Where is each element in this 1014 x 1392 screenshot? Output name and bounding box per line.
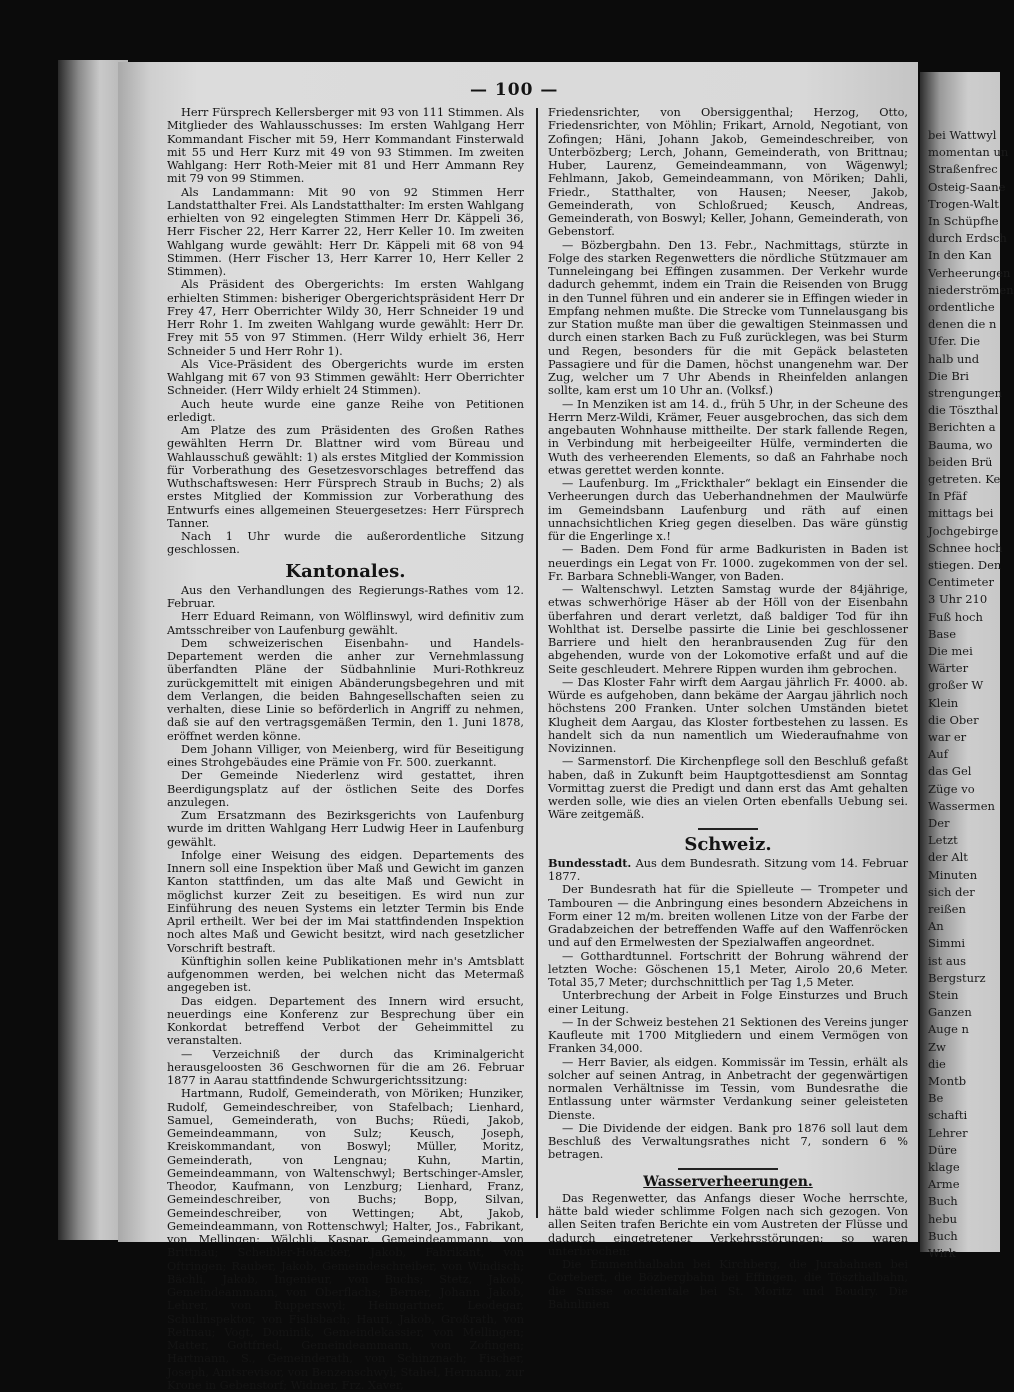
adjacent-page-fragment: In Pfäf bbox=[928, 489, 967, 504]
adjacent-page-fragment: 3 Uhr 210 bbox=[928, 592, 988, 607]
adjacent-page-fragment: In den Kan bbox=[928, 248, 992, 263]
paragraph: Der Bundesrath hat für die Spielleute — Trompeter und Tambouren — die Anbringung eines besondern Abzeichens in Form einer 12 m/m. breiten wollenen Litze von der Farbe der Gradabzeichen der betreffenden Waffe auf den Waffenröcken und auf den Ermelwesten der Spezialwaffen angeordnet. bbox=[548, 883, 908, 950]
adjacent-page-fragment: war er bbox=[928, 730, 967, 744]
adjacent-page-fragment: Buch bbox=[928, 1194, 958, 1209]
adjacent-page-fragment: Ufer. Die bbox=[928, 334, 981, 349]
adjacent-page-fragment: klage bbox=[928, 1160, 960, 1174]
adjacent-page-fragment: durch Erdsch bbox=[928, 231, 1007, 246]
adjacent-page-fragment: Trogen-Walt bbox=[928, 196, 999, 211]
adjacent-page-fragment: Lehrer bbox=[928, 1125, 968, 1140]
kantonales-intro: Aus den Verhandlungen des Regierungs-Rathes vom 12. Februar. bbox=[167, 583, 524, 610]
federal-news bbox=[548, 883, 908, 1161]
section-divider bbox=[678, 1168, 778, 1170]
news-item: — Sarmenstorf. Die Kirchenpflege soll den Beschluß gefaßt haben, daß in Zukunft beim Hauptgottesdienst am Sonntag Vormittag zuerst die Predigt und dann erst das Amt gehalten werden solle, wie dies an vielen Orten ebenfalls Uebung sei. Wäre zeitgemäß. bbox=[548, 755, 908, 822]
adjacent-page-fragment: bei Wattwyl bbox=[928, 128, 997, 142]
adjacent-page-fragment: Die mei bbox=[928, 644, 973, 658]
paragraph: Nach 1 Uhr wurde die außerordentliche Sitzung geschlossen. bbox=[167, 530, 524, 557]
adjacent-page-fragment: hebu bbox=[928, 1211, 957, 1226]
adjacent-page-fragment: Zw bbox=[928, 1039, 946, 1054]
juror-list-continuation: Friedensrichter, von Obersiggenthal; Herzog, Otto, Friedensrichter, von Möhlin; Frikart, Arnold, Negotiant, von Zofingen; Häni, Johann Jakob, Gemeindeschreiber, von Unterbözberg; Lerch, Johann, Gemeinderath, von Brittnau; Huber, Laurenz, Gemeindeammann, von Wägenwyl; Fehlmann, Jakob, Gemeindeammann, von Möriken; Dahli, Friedr., Statthalter, von Hausen; Neeser, Jakob, Gemeinderath, von Schloßrued; Keusch, Andreas, Gemeinderath, von Boswyl; Keller, Johann, Gemeinderath, von Gebenstorf. bbox=[548, 106, 908, 239]
kantonales-body bbox=[167, 610, 524, 1392]
adjacent-page-fragment: Auf bbox=[928, 747, 948, 762]
adjacent-page-fragment: Straßenfrec bbox=[928, 162, 998, 177]
section-heading-schweiz: Schweiz. bbox=[684, 833, 772, 855]
adjacent-page-fragment: Der bbox=[928, 816, 950, 830]
adjacent-page-fragment: denen die n bbox=[928, 317, 997, 332]
adjacent-page-fragment: Düre bbox=[928, 1142, 957, 1157]
paragraph: — Verzeichniß der durch das Kriminalgericht herausgeloosten 36 Geschwornen für die am 26. Februar 1877 in Aarau stattfindende Schwurgerichtssitzung: bbox=[167, 1047, 524, 1087]
adjacent-page-fragment: sich der bbox=[928, 884, 975, 899]
adjacent-page-fragment: Wärter bbox=[928, 661, 969, 676]
paragraph: Dem Johann Villiger, von Meienberg, wird für Beseitigung eines Strohgebäudes eine Prämie von Fr. 500. zuerkannt. bbox=[167, 742, 524, 769]
adjacent-page-fragment: Züge vo bbox=[928, 781, 975, 796]
adjacent-page-fragment: Montb bbox=[928, 1074, 967, 1088]
column-rule bbox=[536, 108, 538, 1218]
adjacent-page-fragment: der Alt bbox=[928, 850, 968, 865]
right-column bbox=[548, 106, 908, 1311]
news-item: — Das Kloster Fahr wirft dem Aargau jährlich Fr. 4000. ab. Würde es aufgehoben, dann bekäme der Aargau jährlich noch höchstens 200 Franken. Unter solchen Umständen bietet Klugheit dem Aargau, das Kloster fortbestehen zu lassen. Es handelt sich da nun namentlich um Wiederaufnahme von Novizinnen. bbox=[548, 675, 908, 755]
adjacent-page-fragment: Wassermen bbox=[928, 798, 995, 813]
adjacent-page-fragment: Auge n bbox=[928, 1022, 969, 1037]
paragraph: — Gotthardtunnel. Fortschritt der Bohrung während der letzten Woche: Göschenen 15,1 Meter, Airolo 20,6 Meter. Total 35,7 Meter; durchschnittlich per Tag 1,5 Meter. bbox=[548, 949, 908, 989]
adjacent-page-fragment: beiden Brü bbox=[928, 454, 993, 469]
paragraph: Das eidgen. Departement des Innern wird ersucht, neuerdings eine Konferenz zur Besprechung über ein Konkordat betreffend Verbot der Geheimmittel zu veranstalten. bbox=[167, 994, 524, 1048]
paragraph: Als Landammann: Mit 90 von 92 Stimmen Herr Landstatthalter Frei. Als Landstatthalter: Im ersten Wahlgang erhielten von 92 eingelegten Stimmen Herr Dr. Käppeli 36, Herr Fischer 22, Herr Karrer 22, Herr Keller 10. Im zweiten Wahlgang wurde gewählt: Herr Dr. Käppeli mit 68 von 94 Stimmen. (Herr Fischer 13, Herr Karrer 10, Herr Keller 2 Stimmen). bbox=[167, 185, 524, 278]
adjacent-page-fragment: ist aus bbox=[928, 953, 967, 968]
page-number: — 100 — bbox=[470, 80, 559, 100]
news-item: — Laufenburg. Im „Frickthaler“ beklagt ein Einsender die Verheerungen durch das Ueberhandnehmen der Maulwürfe im Gemeindsbann Laufenburg und räth auf einen unnachsichtlichen Krieg gegen dieselben. Das wäre günstig für die Engerlinge x.! bbox=[548, 477, 908, 543]
adjacent-page-fragment: Berichten a bbox=[928, 420, 996, 435]
adjacent-page-fragment: Klein bbox=[928, 695, 959, 710]
paragraph: Als Präsident des Obergerichts: Im ersten Wahlgang erhielten Stimmen: bisheriger Obergerichtspräsident Herr Dr Frey 47, Herr Oberrichter Wildy 30, Herr Schneider 19 und Herr Rohr 1. Im zweiten Wahlgang wurde gewählt: Herr Dr. Frey mit 55 von 97 Stimmen. (Herr Wildy erhielt 36, Herr Schneider 5 und Herr Rohr 1). bbox=[167, 278, 524, 358]
paragraph: Unterbrechung der Arbeit in Folge Einsturzes und Bruch einer Leitung. bbox=[548, 989, 908, 1016]
flood-report bbox=[548, 1192, 908, 1311]
paragraph: Auch heute wurde eine ganze Reihe von Petitionen erledigt. bbox=[167, 397, 524, 424]
adjacent-page-fragment: Bergsturz bbox=[928, 970, 986, 985]
adjacent-page-fragment: mittags bei bbox=[928, 506, 994, 521]
section-heading-wasserverheerungen: Wasserverheerungen. bbox=[643, 1173, 813, 1190]
adjacent-page-fragment: die Töszthal bbox=[928, 403, 999, 418]
paragraph: — Die Dividende der eidgen. Bank pro 1876 soll laut dem Beschluß des Verwaltungsrathes nicht 7, sondern 6 % betragen. bbox=[548, 1121, 908, 1162]
paragraph: — In der Schweiz bestehen 21 Sektionen des Vereins junger Kaufleute mit 1700 Mitgliedern und einem Vermögen von Franken 34,000. bbox=[548, 1015, 908, 1056]
adjacent-page-fragment: In Schüpfhe bbox=[928, 214, 999, 228]
adjacent-page-fragment: die Ober bbox=[928, 712, 979, 727]
cantonal-news bbox=[548, 239, 908, 822]
election-report bbox=[167, 106, 524, 557]
adjacent-page-fragment: Minuten bbox=[928, 867, 978, 882]
news-item: — Waltenschwyl. Letzten Samstag wurde der 84jährige, etwas schwerhörige Häser ab der Höll von der Eisenbahn überfahren und derart verletzt, daß baldiger Tod für ihn Wohlthat ist. Derselbe passirte die Linie bei geschlossener Barriere und hielt den heranbrausenden Zug für den abgehenden, wurde von der Lokomotive erfaßt und auf die Seite geschleudert. Mehrere Rippen wurden ihm gebrochen. bbox=[548, 583, 908, 676]
adjacent-page bbox=[920, 72, 1014, 1260]
adjacent-page-fragment: Centimeter bbox=[928, 575, 994, 590]
paragraph: Herr Fürsprech Kellersberger mit 93 von 111 Stimmen. Als Mitglieder des Wahlausschusses: Im ersten Wahlgang Herr Kommandant Fischer mit 59, Herr Kommandant Finsterwald mit 55 und Herr Kurz mit 49 von 93 Stimmen. Im zweiten Wahlgang: Herr Roth-Meier mit 81 und Herr Ammann Rey mit 79 von 99 Stimmen. bbox=[167, 106, 524, 186]
paragraph: Der Gemeinde Niederlenz wird gestattet, ihren Beerdigungsplatz auf der östlichen Seite des Dorfes anzulegen. bbox=[167, 769, 524, 809]
news-item: — Bözbergbahn. Den 13. Febr., Nachmittags, stürzte in Folge des starken Regenwetters die nördliche Stützmauer am Tunneleingang bei Effingen zusammen. Der Verkehr wurde dadurch gehemmt, indem ein Train die Reisenden von Brugg in den Tunnel führen und ein anderer sie in Effingen wieder in Empfang nehmen mußte. Die Strecke vom Tunnelausgang bis zur Station mußte man über die gewaltigen Steinmassen und durch einen starken Bach zu Fuß zurücklegen, was bei Sturm und Regen, besonders für die mit Gepäck belasteten Passagiere und für die Damen, höchst unangenehm war. Der Zug, welcher um 7 Uhr Abends in Rheinfelden anlangen sollte, kam erst um 10 Uhr an. (Volksf.) bbox=[548, 238, 908, 398]
news-item: — Baden. Dem Fond für arme Badkuristen in Baden ist neuerdings ein Legat von Fr. 1000. zugekommen von der sel. Fr. Barbara Schnebli-Wanger, von Baden. bbox=[548, 543, 908, 583]
adjacent-page-fragment: Base bbox=[928, 626, 957, 641]
paragraph: Hartmann, Rudolf, Gemeinderath, von Möriken; Hunziker, Rudolf, Gemeindeschreiber, von Stafelbach; Lienhard, Samuel, Gemeinderath, von Buchs; Rüedi, Jakob, Gemeindeammann, von Sulz; Keusch, Joseph, Kreiskommandant, von Boswyl; Müller, Moritz, Gemeinderath, von Lengnau; Kuhn, Martin, Gemeindeammann, von Waltenschwyl; Bertschinger-Amsler, Theodor, Kaufmann, von Lenzburg; Lienhard, Franz, Gemeindeschreiber, von Buchs; Bopp, Silvan, Gemeindeschreiber, von Wettingen; Abt, Jakob, Gemeindeammann, von Rottenschwyl; Halter, Jos., Fabrikant, von Mellingen; Wälchli, Kaspar, Gemeindeammann, von Brittnau; Scheibler-Hofacker, Jakob, Fabrikant, von Oftringen; Rauber, Jakob, Gemeindeschreiber, von Windisch; Bächli, Jakob, Ingenieur, von Buchs; Stetz, Jakob, Gemeindeammann, von Oberflachs; Berner, Johann Jakob, Lehrer, von Rupperswyl; Heimgartner, Leodegar, Schulinspektor, von Fislisbach; Hauri, Jakob, Großrath, von Reitnau; Vogt, Dominik, Gemeindekassier, von Mellingen; Matter, Gottfried, Gemeindeammann, von Zofingen; Hartmann, S., Gemeinderath, von Schinznach; Fischer, Joseph, Amtsrevisor, von Benzenschwyl; Stahel, Hermann, zur Krone in Gebenstorf; Widmer, Frz. Xaver, bbox=[167, 1087, 524, 1392]
bundesstadt-lead: Bundesstadt. bbox=[548, 855, 632, 870]
adjacent-page-fragment: Ganzen bbox=[928, 1005, 972, 1020]
adjacent-page-fragment: das Gel bbox=[928, 764, 972, 779]
adjacent-page-fragment: An bbox=[928, 919, 944, 934]
adjacent-page-fragment: Schnee hoch bbox=[928, 540, 1003, 555]
paragraph: Künftighin sollen keine Publikationen mehr in's Amtsblatt aufgenommen werden, bei welchen nicht das Metermaß angegeben ist. bbox=[167, 954, 524, 995]
adjacent-page-fragment: Verheerungen bbox=[928, 265, 1011, 280]
paragraph: Als Vice-Präsident des Obergerichts wurde im ersten Wahlgang mit 67 von 93 Stimmen gewählt: Herr Oberrichter Schneider. (Herr Wildy erhielt 24 Stimmen). bbox=[167, 357, 524, 398]
adjacent-page-fragment: Jochgebirge bbox=[928, 523, 999, 538]
paragraph: Die Emmenthalbahn bei Kirchberg, die Jurabahnen bei Cortebert, die Bözbergbahn bei Effingen, die Töszthalbahn, die Suisse occidentale bei St. Moritz und Boudry. Die Bahnlinien bbox=[548, 1258, 908, 1311]
bundesstadt-intro: Aus dem Bundesrath. Sitzung vom 14. Februar 1877. bbox=[548, 856, 909, 883]
adjacent-page-fragment: großer W bbox=[928, 678, 984, 693]
adjacent-page-fragment: Bauma, wo bbox=[928, 437, 993, 452]
adjacent-page-fragment: getreten. Ke bbox=[928, 472, 1001, 486]
adjacent-page-fragment: Fuß hoch bbox=[928, 609, 983, 624]
left-column bbox=[167, 106, 524, 1392]
adjacent-page-fragment: Stein bbox=[928, 988, 959, 1002]
adjacent-page-fragment: Osteig-Saane bbox=[928, 179, 1006, 194]
section-divider bbox=[698, 828, 758, 830]
paragraph: Zum Ersatzmann des Bezirksgerichts von Laufenburg wurde im dritten Wahlgang Herr Ludwig Heer in Laufenburg gewählt. bbox=[167, 809, 524, 849]
paragraph: Infolge einer Weisung des eidgen. Departements des Innern soll eine Inspektion über Maß und Gewicht im ganzen Kanton stattfinden, um das alte Maß und Gewicht in möglichst kurzer Zeit zu beseitigen. Es wird nun zur Einführung des neuen Systems ein letzter Termin bis Ende April ertheilt. Wer bei der im Mai stattfindenden Inspektion noch altes Maß und Gewicht besitzt, wird nach gesetzlicher Vorschrift bestraft. bbox=[167, 848, 524, 955]
adjacent-page-fragment: halb und bbox=[928, 351, 980, 366]
adjacent-page-fragment: Buch bbox=[928, 1228, 958, 1243]
adjacent-page-fragment: momentan un bbox=[928, 145, 1009, 160]
paragraph: Herr Eduard Reimann, von Wölflinswyl, wird definitiv zum Amtsschreiber von Laufenburg gewählt. bbox=[167, 610, 524, 637]
section-heading-kantonales: Kantonales. bbox=[285, 560, 406, 582]
adjacent-page-fragment: niederströmen bbox=[928, 282, 1014, 297]
adjacent-page-fragment: Die Bri bbox=[928, 368, 969, 383]
adjacent-page-fragment: Simmi bbox=[928, 936, 966, 951]
adjacent-page-fragment: die bbox=[928, 1056, 946, 1071]
news-item: — In Menziken ist am 14. d., früh 5 Uhr, in der Scheune des Herrn Merz-Wildi, Krämer, Feuer ausgebrochen, das sich dem angebauten Wohnhause mittheilte. Der stark fallende Regen, in Verbindung mit herbeigeeilter Hülfe, verminderten die Wuth des verheerenden Elements, so daß an Fahrhabe noch etwas gerettet werden konnte. bbox=[548, 397, 908, 477]
adjacent-page-fragment: strengungen bbox=[928, 386, 1002, 400]
paragraph: Am Platze des zum Präsidenten des Großen Rathes gewählten Herrn Dr. Blattner wird vom Büreau und Wahlausschuß gewählt: 1) als erstes Mitglied der Kommission für Vorberathung des Gesetzesvorschlages betreffend das Wuthschaftswesen: Herr Fürsprech Straub in Buchs; 2) als erstes Mitglied der Kommission zur Vorberathung des Entwurfs eines allgemeinen Steuergesetzes: Herr Fürsprech Tanner. bbox=[167, 424, 524, 530]
adjacent-page-fragment: Letzt bbox=[928, 833, 958, 848]
adjacent-page-fragment: ordentliche bbox=[928, 300, 995, 314]
adjacent-page-fragment: stiegen. Den bbox=[928, 558, 1002, 572]
paragraph: Dem schweizerischen Eisenbahn- und Handels-Departement werden die anher zur Vernehmlassung überfandten Pläne der Südbahnlinie Muri-Rothkreuz zurückgemittelt mit einigen Abänderungsbegehren und mit dem Verlangen, die beiden Bahngesellschaften seien zu verhalten, diese Linie so beförderlich in Angriff zu nehmen, daß sie auf den vertragsgemäßen Termin, den 1. Juni 1878, eröffnet werden könne. bbox=[167, 636, 524, 743]
adjacent-page-fragment: reißen bbox=[928, 902, 966, 916]
paragraph: Das Regenwetter, das Anfangs dieser Woche herrschte, hätte bald wieder schlimme Folgen nach sich gezogen. Von allen Seiten trafen Berichte ein vom Austreten der Flüsse und dadurch eingetretener Verkehrsstörungen; so waren unterbrochen: bbox=[548, 1191, 908, 1258]
adjacent-page-fragment: Arme bbox=[928, 1177, 960, 1192]
paragraph: — Herr Bavier, als eidgen. Kommissär im Tessin, erhält als solcher auf seinen Antrag, in Anbetracht der gegenwärtigen normalen Verhältnisse im Tessin, vom Bundesrathe die Entlassung unter wärmster Verdankung seiner geleisteten Dienste. bbox=[548, 1055, 908, 1122]
adjacent-page-fragment: schafti bbox=[928, 1108, 968, 1123]
adjacent-page-fragment: Wirk bbox=[928, 1246, 956, 1260]
adjacent-page-fragment: Be bbox=[928, 1091, 944, 1106]
